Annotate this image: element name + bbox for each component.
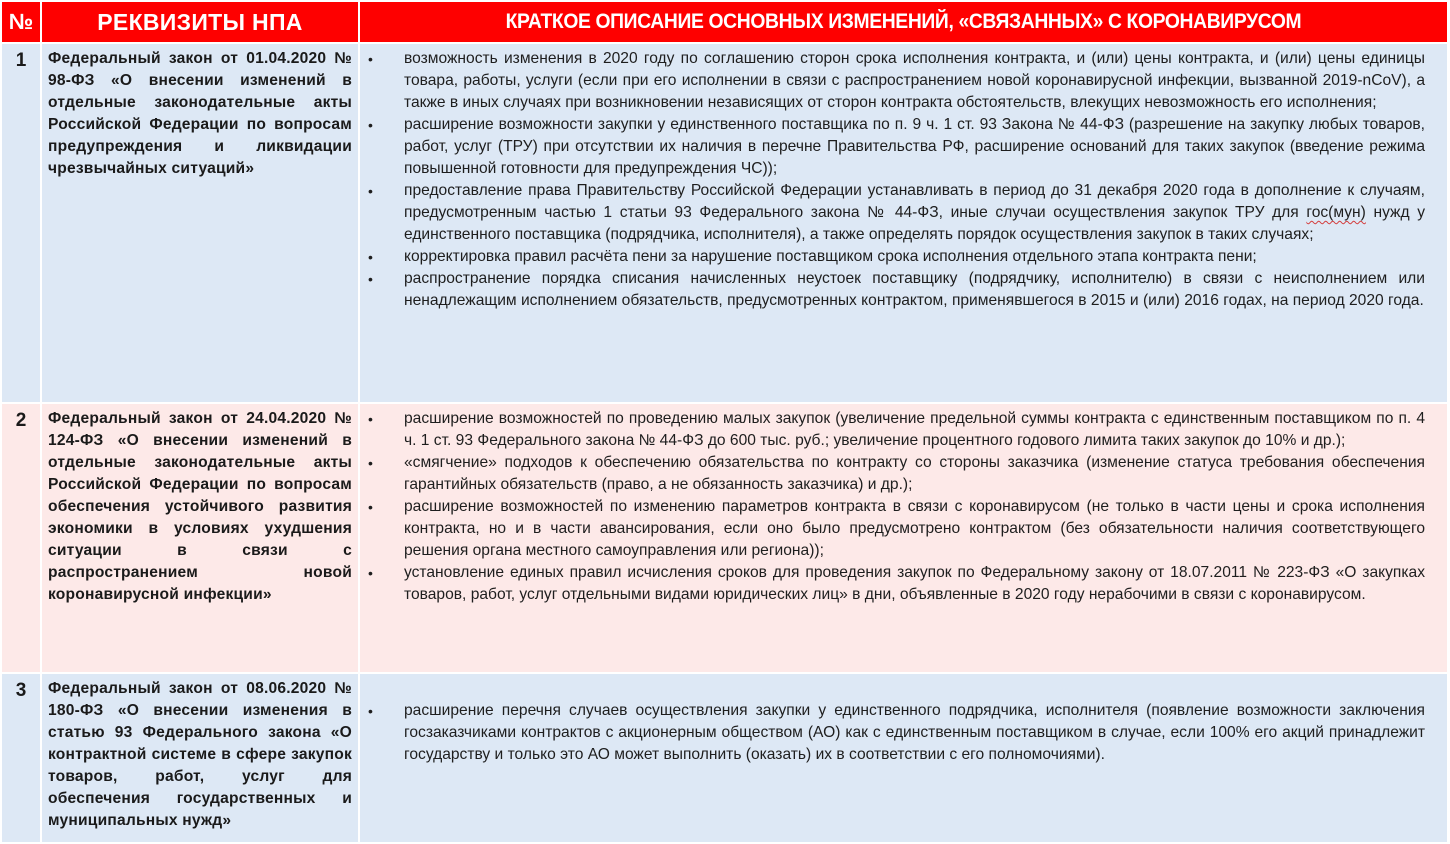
- row-number: 2: [1, 403, 41, 673]
- list-item: [360, 268, 1425, 312]
- table-row: [1, 43, 1448, 403]
- bullet-icon: •: [368, 117, 373, 133]
- bullet-icon: •: [368, 249, 373, 265]
- bullet-icon: •: [368, 455, 373, 471]
- row-number: 1: [1, 43, 41, 403]
- change-text: расширение возможности закупки у единственного поставщика по п. 9 ч. 1 ст. 93 Закона № 44-ФЗ (разрешение на закупку любых товаров, работ, услуг (ТРУ) при отсутствии их наличия в перечне Правительства РФ, расширение оснований для таких закупок (введение режима повышенной готовности для предупреждения ЧС));: [404, 116, 1425, 177]
- list-item: [360, 562, 1425, 606]
- header-description: [359, 1, 1448, 43]
- change-text: установление единых правил исчисления сроков для проведения закупок по Федеральному закону от 18.07.2011 № 223-ФЗ «О закупках товаров, работ, услуг отдельными видами юридических лиц» в дни, объявленные в 2020 году нерабочими в связи с коронавирусом.: [404, 564, 1425, 603]
- row-requisites: Федеральный закон от 08.06.2020 № 180-ФЗ «О внесении изменения в статью 93 Федерального закона «О контрактной системе в сфере закупок товаров, работ, услуг для обеспечения государственных и муниципальных нужд»: [41, 673, 359, 843]
- list-item: [360, 114, 1425, 180]
- row-description: [359, 403, 1448, 673]
- bullet-icon: •: [368, 51, 373, 67]
- change-text: расширение возможностей по проведению малых закупок (увеличение предельной суммы контракта с единственным поставщиком по п. 4 ч. 1 ст. 93 Федерального закона № 44-ФЗ до 600 тыс. руб.; увеличение процентного годового лимита таких закупок до 10% и др.);: [404, 410, 1425, 449]
- list-item: [360, 48, 1425, 114]
- row-number: 3: [1, 673, 41, 843]
- change-text: расширение возможностей по изменению параметров контракта в связи с коронавирусом (не только в части цены и срока исполнения контракта, но и в части авансирования, если оно было предусмотрено контрактом (без обязательности наличия соответствующего решения органа местного самоуправления или региона));: [404, 498, 1425, 559]
- spellcheck-flagged-word: гос(мун): [1306, 204, 1366, 221]
- bullet-icon: •: [368, 703, 373, 719]
- changes-list: [360, 48, 1425, 312]
- header-description-text: КРАТКОЕ ОПИСАНИЕ ОСНОВНЫХ ИЗМЕНЕНИЙ, «СВЯЗАННЫХ» С КОРОНАВИРУСОМ: [505, 10, 1302, 33]
- row-requisites: Федеральный закон от 01.04.2020 № 98-ФЗ «О внесении изменений в отдельные законодательные акты Российской Федерации по вопросам предупреждения и ликвидации чрезвычайных ситуаций»: [41, 43, 359, 403]
- list-item: [360, 700, 1425, 766]
- bullet-icon: •: [368, 499, 373, 515]
- list-item: [360, 408, 1425, 452]
- change-text: распространение порядка списания начисленных неустоек поставщику (подрядчику, исполнителю) в связи с неисполнением или ненадлежащим исполнением обязательств, предусмотренных контрактом, применявшегося в 2015 и (или) 2016 годах, на период 2020 года.: [404, 270, 1425, 309]
- change-text: возможность изменения в 2020 году по соглашению сторон срока исполнения контракта, и (или) цены контракта, и (или) цены единицы товара, работы, услуги (если при его исполнении в связи с распространением новой коронавирусной инфекции, вызванной 2019-nCoV), а также в иных случаях при возникновении независящих от сторон контракта обстоятельств, влекущих невозможность его исполнения;: [404, 50, 1425, 111]
- bullet-icon: •: [368, 565, 373, 581]
- row-description: [359, 43, 1448, 403]
- list-item: [360, 496, 1425, 562]
- change-text: расширение перечня случаев осуществления закупки у единственного подрядчика, исполнителя (появление возможности заключения госзаказчиками контрактов с акционерным обществом (АО) как с единственным поставщиком в случае, если 100% его акций принадлежит государству и только это АО может выполнить (оказать) их в соответствии с его полномочиями).: [404, 702, 1425, 763]
- row-requisites: Федеральный закон от 24.04.2020 № 124-ФЗ «О внесении изменений в отдельные законодательные акты Российской Федерации по вопросам обеспечения устойчивого развития экономики в условиях ухудшения ситуации в связи с распространением новой коронавирусной инфекции»: [41, 403, 359, 673]
- list-item: [360, 246, 1425, 268]
- list-item: [360, 180, 1425, 246]
- header-requisites: РЕКВИЗИТЫ НПА: [41, 1, 359, 43]
- list-item: [360, 452, 1425, 496]
- bullet-icon: •: [368, 411, 373, 427]
- row-description: [359, 673, 1448, 843]
- change-text: «смягчение» подходов к обеспечению обязательства по контракту со стороны заказчика (изменение статуса требования обеспечения гарантийных обязательств (право, а не обязанность заказчика) и др.);: [404, 454, 1425, 493]
- table-row: [1, 673, 1448, 843]
- table-header-row: [1, 1, 1448, 43]
- change-text: корректировка правил расчёта пени за нарушение поставщиком срока исполнения отдельного этапа контракта пени;: [404, 248, 1257, 265]
- change-text-suffix: нужд у единственного поставщика (подрядчика, исполнителя), а также определять порядок осуществления закупок в таких случаях;: [404, 204, 1425, 243]
- bullet-icon: •: [368, 271, 373, 287]
- table-row: [1, 403, 1448, 673]
- changes-list: [360, 408, 1425, 606]
- header-number: №: [1, 1, 41, 43]
- changes-list: [360, 700, 1425, 766]
- change-text-prefix: предоставление права Правительству Российской Федерации устанавливать в период до 31 декабря 2020 года в дополнение к случаям, предусмотренным частью 1 статьи 93 Федерального закона № 44-ФЗ, иные случаи осуществления закупок ТРУ для: [404, 182, 1425, 221]
- bullet-icon: •: [368, 183, 373, 199]
